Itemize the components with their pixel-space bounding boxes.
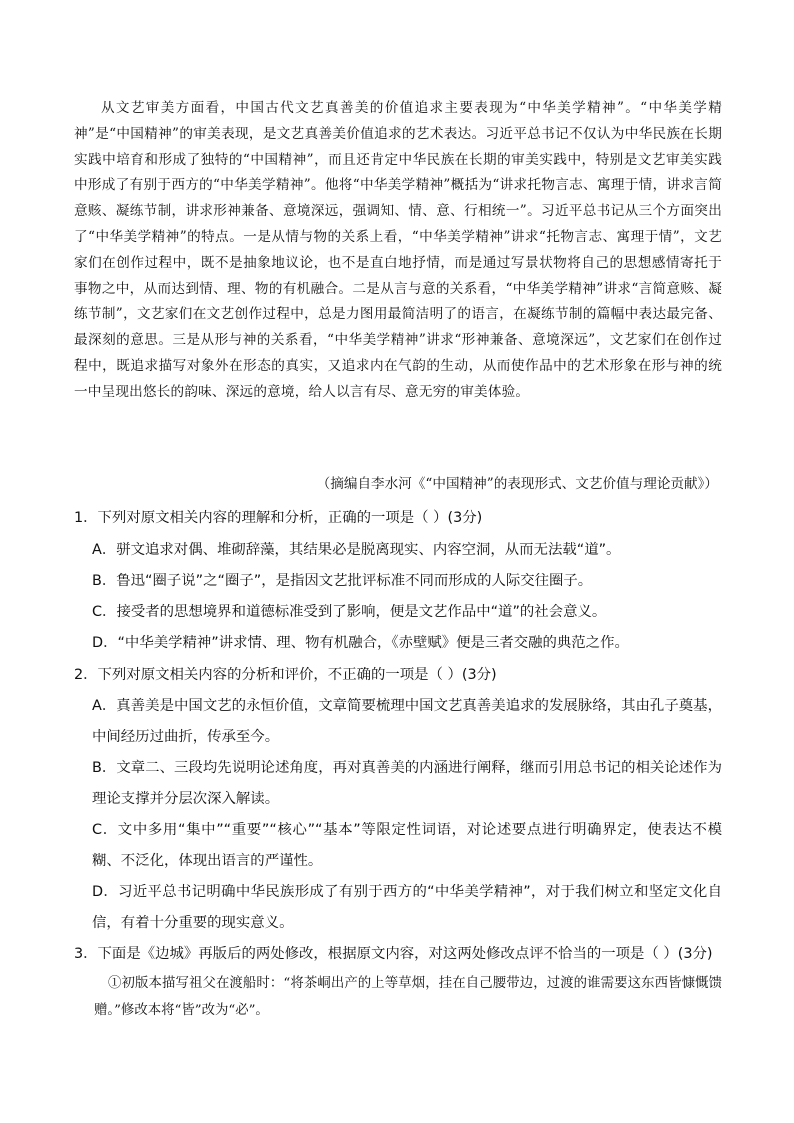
question-1-option-c: C．接受者的思想境界和道德标准受到了影响，便是文艺作品中“道”的社会意义。 xyxy=(92,604,607,620)
reading-passage: 从文艺审美方面看，中国古代文艺真善美的价值追求主要表现为“中华美学精神”。“中华美学精神”是“中国精神”的审美表现，是文艺真善美价值追求的艺术表达。习近平总书记不仅认为中华民族在长期实践中培育和形成了独特的“中国精神”，而且还肯定中华民族在长期的审美实践中，特别是文艺审美实践中形成了有别于西方的“中华美学精神”。他将“中华美学精神”概括为“讲求托物言志、寓理于情，讲求言简意赅、凝练节制，讲求形神兼备、意境深远，强调知、情、意、行相统一”。习近平总书记从三个方面突出了“中华美学精神”的特点。一是从情与物的关系上看，“中华美学精神”讲求“托物言志、寓理于情”，文艺家们在创作过程中，既不是抽象地议论，也不是直白地抒情，而是通过写景状物将自己的思想感情寄托于事物之中，从而达到情、理、物的有机融合。二是从言与意的关系看，“中华美学精神”讲求“言简意赅、凝练节制”，文艺家们在文艺创作过程中，总是力图用最简洁明了的语言，在凝练节制的篇幅中表达最完备、最深刻的意思。三是从形与神的关系看，“中华美学精神”讲求“形神兼备、意境深远”，文艺家们在创作过程中，既追求描写对象外在形态的真实，又追求内在气韵的生动，从而使作品中的艺术形象在形与神的统一中呈现出悠长的韵味、深远的意境，给人以言有尽、意无穷的审美体验。 xyxy=(74,100,722,400)
question-1-option-d: D．“中华美学精神”讲求情、理、物有机融合，《赤壁赋》便是三者交融的典范之作。 xyxy=(92,635,629,651)
question-3-stem: 3．下面是《边城》再版后的两处修改，根据原文内容，对这两处修改点评不恰当的一项是（ ）(3分) xyxy=(74,946,713,962)
question-1-option-a: A．骈文追求对偶、堆砌辞藻，其结果必是脱离现实、内容空洞，从而无法载“道”。 xyxy=(92,542,621,558)
question-2-option-a: A．真善美是中国文艺的永恒价值，文章简要梳理中国文艺真善美追求的发展脉络，其由孔子奠基，中间经历过曲折，传承至今。 xyxy=(92,698,722,745)
question-1-stem: 1．下列对原文相关内容的理解和分析，正确的一项是（ ）(3分) xyxy=(74,510,483,526)
question-2-option-b: B．文章二、三段均先说明论述角度，再对真善美的内涵进行阐释，继而引用总书记的相关论述作为理论支撑并分层次深入解读。 xyxy=(92,760,722,807)
question-2-option-c: C．文中多用“集中”“重要”“核心”“基本”等限定性词语，对论述要点进行明确界定，使表达不模糊、不泛化，体现出语言的严谨性。 xyxy=(92,822,722,869)
question-2-stem: 2．下列对原文相关内容的分析和评价，不正确的一项是（ ）(3分) xyxy=(74,667,497,683)
question-3-material: ①初版本描写祖父在渡船时：“将茶峒出产的上等草烟，挂在自己腰带边，过渡的谁需要这东西皆慷慨馈赠。”修改本将“皆”改为“必”。 xyxy=(94,976,722,1018)
question-1-option-b: B．鲁迅“圈子说”之“圈子”，是指因文艺批评标准不同而形成的人际交往圈子。 xyxy=(92,573,593,589)
passage-source: （摘编自李水河《“中国精神”的表现形式、文艺价值与理论贡献》） xyxy=(316,476,718,492)
question-2-option-d: D．习近平总书记明确中华民族形成了有别于西方的“中华美学精神”，对于我们树立和坚定文化自信，有着十分重要的现实意义。 xyxy=(92,884,722,931)
